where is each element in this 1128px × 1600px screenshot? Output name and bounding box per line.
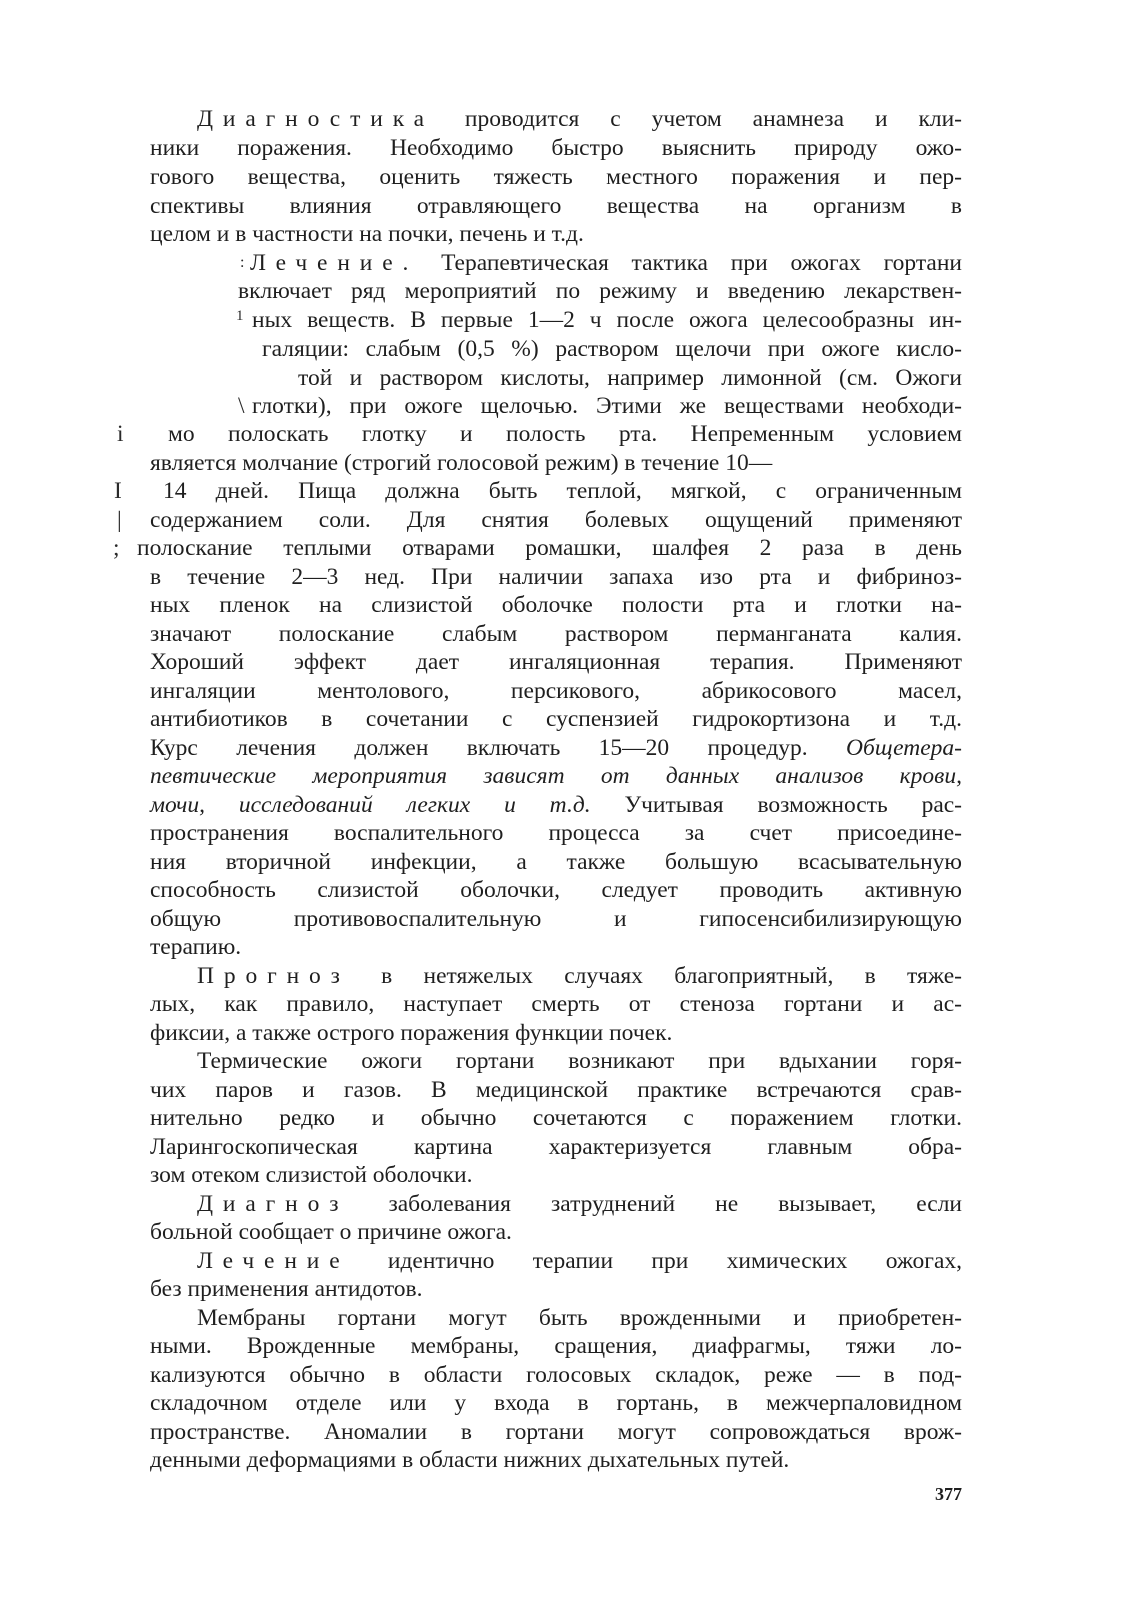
margin-mark: :	[240, 254, 245, 271]
text-line: той и раствором кислоты, например лимонной (см. Ожоги	[298, 365, 962, 391]
text-line: гового вещества, оценить тяжесть местного поражения и пер-	[150, 164, 962, 190]
margin-mark: I	[114, 478, 122, 504]
text-line: ингаляции ментолового, персикового, абрикосового масел,	[150, 678, 962, 704]
text-line: больной сообщает о причине ожога.	[150, 1219, 512, 1245]
text-line: в течение 2—3 нед. При наличии запаха изо рта и фибриноз-	[150, 564, 962, 590]
text-line: Хороший эффект дает ингаляционная терапия. Применяют	[150, 649, 962, 675]
text-line: кализуются обычно в области голосовых складок, реже — в под-	[150, 1362, 962, 1388]
text-line: ных веществ. В первые 1—2 ч после ожога целесообразны ин-	[252, 307, 962, 333]
text-line: зом отеком слизистой оболочки.	[150, 1162, 473, 1188]
text-line: нительно редко и обычно сочетаются с поражением глотки.	[150, 1105, 962, 1131]
text-line: значают полоскание слабым раствором перманганата калия.	[150, 621, 962, 647]
margin-mark: 1	[236, 308, 244, 324]
text-line: лых, как правило, наступает смерть от стеноза гортани и ас-	[150, 991, 962, 1017]
text-line: Диагностика проводится с учетом анамнеза и кли-	[197, 106, 963, 132]
text-line: Лечение. Терапевтическая тактика при ожогах гортани	[250, 250, 962, 276]
text-line: целом и в частности на почки, печень и т.д.	[150, 221, 584, 247]
text-line: включает ряд мероприятий по режиму и введению лекарствен-	[238, 278, 962, 304]
text-line: 14 дней. Пища должна быть теплой, мягкой, с ограниченным	[163, 478, 962, 504]
text-line: спективы влияния отравляющего вещества на организм в	[150, 193, 962, 219]
text-line: пространения воспалительного процесса за счет присоедине-	[150, 820, 962, 846]
margin-mark: ;	[113, 535, 120, 561]
text-line: ния вторичной инфекции, а также большую всасывательную	[150, 849, 962, 875]
text-line: ных пленок на слизистой оболочке полости рта и глотки на-	[150, 592, 962, 618]
text-line: фиксии, а также острого поражения функции почек.	[150, 1020, 673, 1046]
text-line: Лечение идентично терапии при химических ожогах,	[197, 1248, 963, 1274]
text-line: содержанием соли. Для снятия болевых ощущений применяют	[150, 507, 962, 533]
text-line: общую противовоспалительную и гипосенсибилизирующую	[150, 906, 962, 932]
text-line: антибиотиков в сочетании с суспензией гидрокортизона и т.д.	[150, 706, 962, 732]
run-in-heading: Диагноз	[197, 1191, 349, 1217]
text-line: складочном отделе или у входа в гортань, в межчерпаловидном	[150, 1390, 962, 1416]
run-in-heading: Диагностика	[197, 106, 434, 132]
text-line: денными деформациями в области нижних дыхательных путей.	[150, 1447, 790, 1473]
text-line: Диагноз заболевания затруднений не вызывает, если	[197, 1191, 962, 1217]
run-in-heading: Лечение.	[250, 250, 419, 276]
run-in-heading: Лечение	[197, 1248, 350, 1274]
text-line: глотки), при ожоге щелочью. Этими же веществами необходи-	[252, 393, 962, 419]
text-line: Курс лечения должен включать 15—20 процедур. Общетера-	[150, 735, 963, 761]
text-line: ными. Врожденные мембраны, сращения, диафрагмы, тяжи ло-	[150, 1333, 962, 1359]
text-line: способность слизистой оболочки, следует проводить активную	[150, 877, 962, 903]
text-line: чих паров и газов. В медицинской практике встречаются срав-	[150, 1077, 962, 1103]
text-line: мочи, исследований легких и т.д. Учитывая возможность рас-	[150, 792, 963, 818]
text-line: Термические ожоги гортани возникают при вдыхании горя-	[197, 1048, 962, 1074]
text-line: ники поражения. Необходимо быстро выяснить природу ожо-	[150, 135, 962, 161]
margin-mark: i	[117, 421, 124, 447]
page-number: 377	[935, 1484, 962, 1504]
margin-mark: |	[117, 507, 122, 533]
text-line: Мембраны гортани могут быть врожденными и приобретен-	[197, 1305, 962, 1331]
text-line: Прогноз в нетяжелых случаях благоприятный, в тяже-	[197, 963, 963, 989]
text-line: Ларингоскопическая картина характеризуется главным обра-	[150, 1134, 962, 1160]
text-line: певтические мероприятия зависят от данных анализов крови,	[150, 763, 962, 789]
margin-mark: \	[238, 393, 245, 419]
run-in-heading: Прогноз	[197, 963, 350, 989]
text-line: является молчание (строгий голосовой режим) в течение 10—	[150, 450, 773, 476]
text-line: терапию.	[150, 934, 242, 960]
text-line: мо полоскать глотку и полость рта. Непременным условием	[168, 421, 962, 447]
text-line: галяции: слабым (0,5 %) раствором щелочи при ожоге кисло-	[262, 336, 962, 362]
text-line: пространстве. Аномалии в гортани могут сопровождаться врож-	[150, 1419, 962, 1445]
text-line: полоскание теплыми отварами ромашки, шалфея 2 раза в день	[137, 535, 962, 561]
text-line: без применения антидотов.	[150, 1276, 423, 1302]
